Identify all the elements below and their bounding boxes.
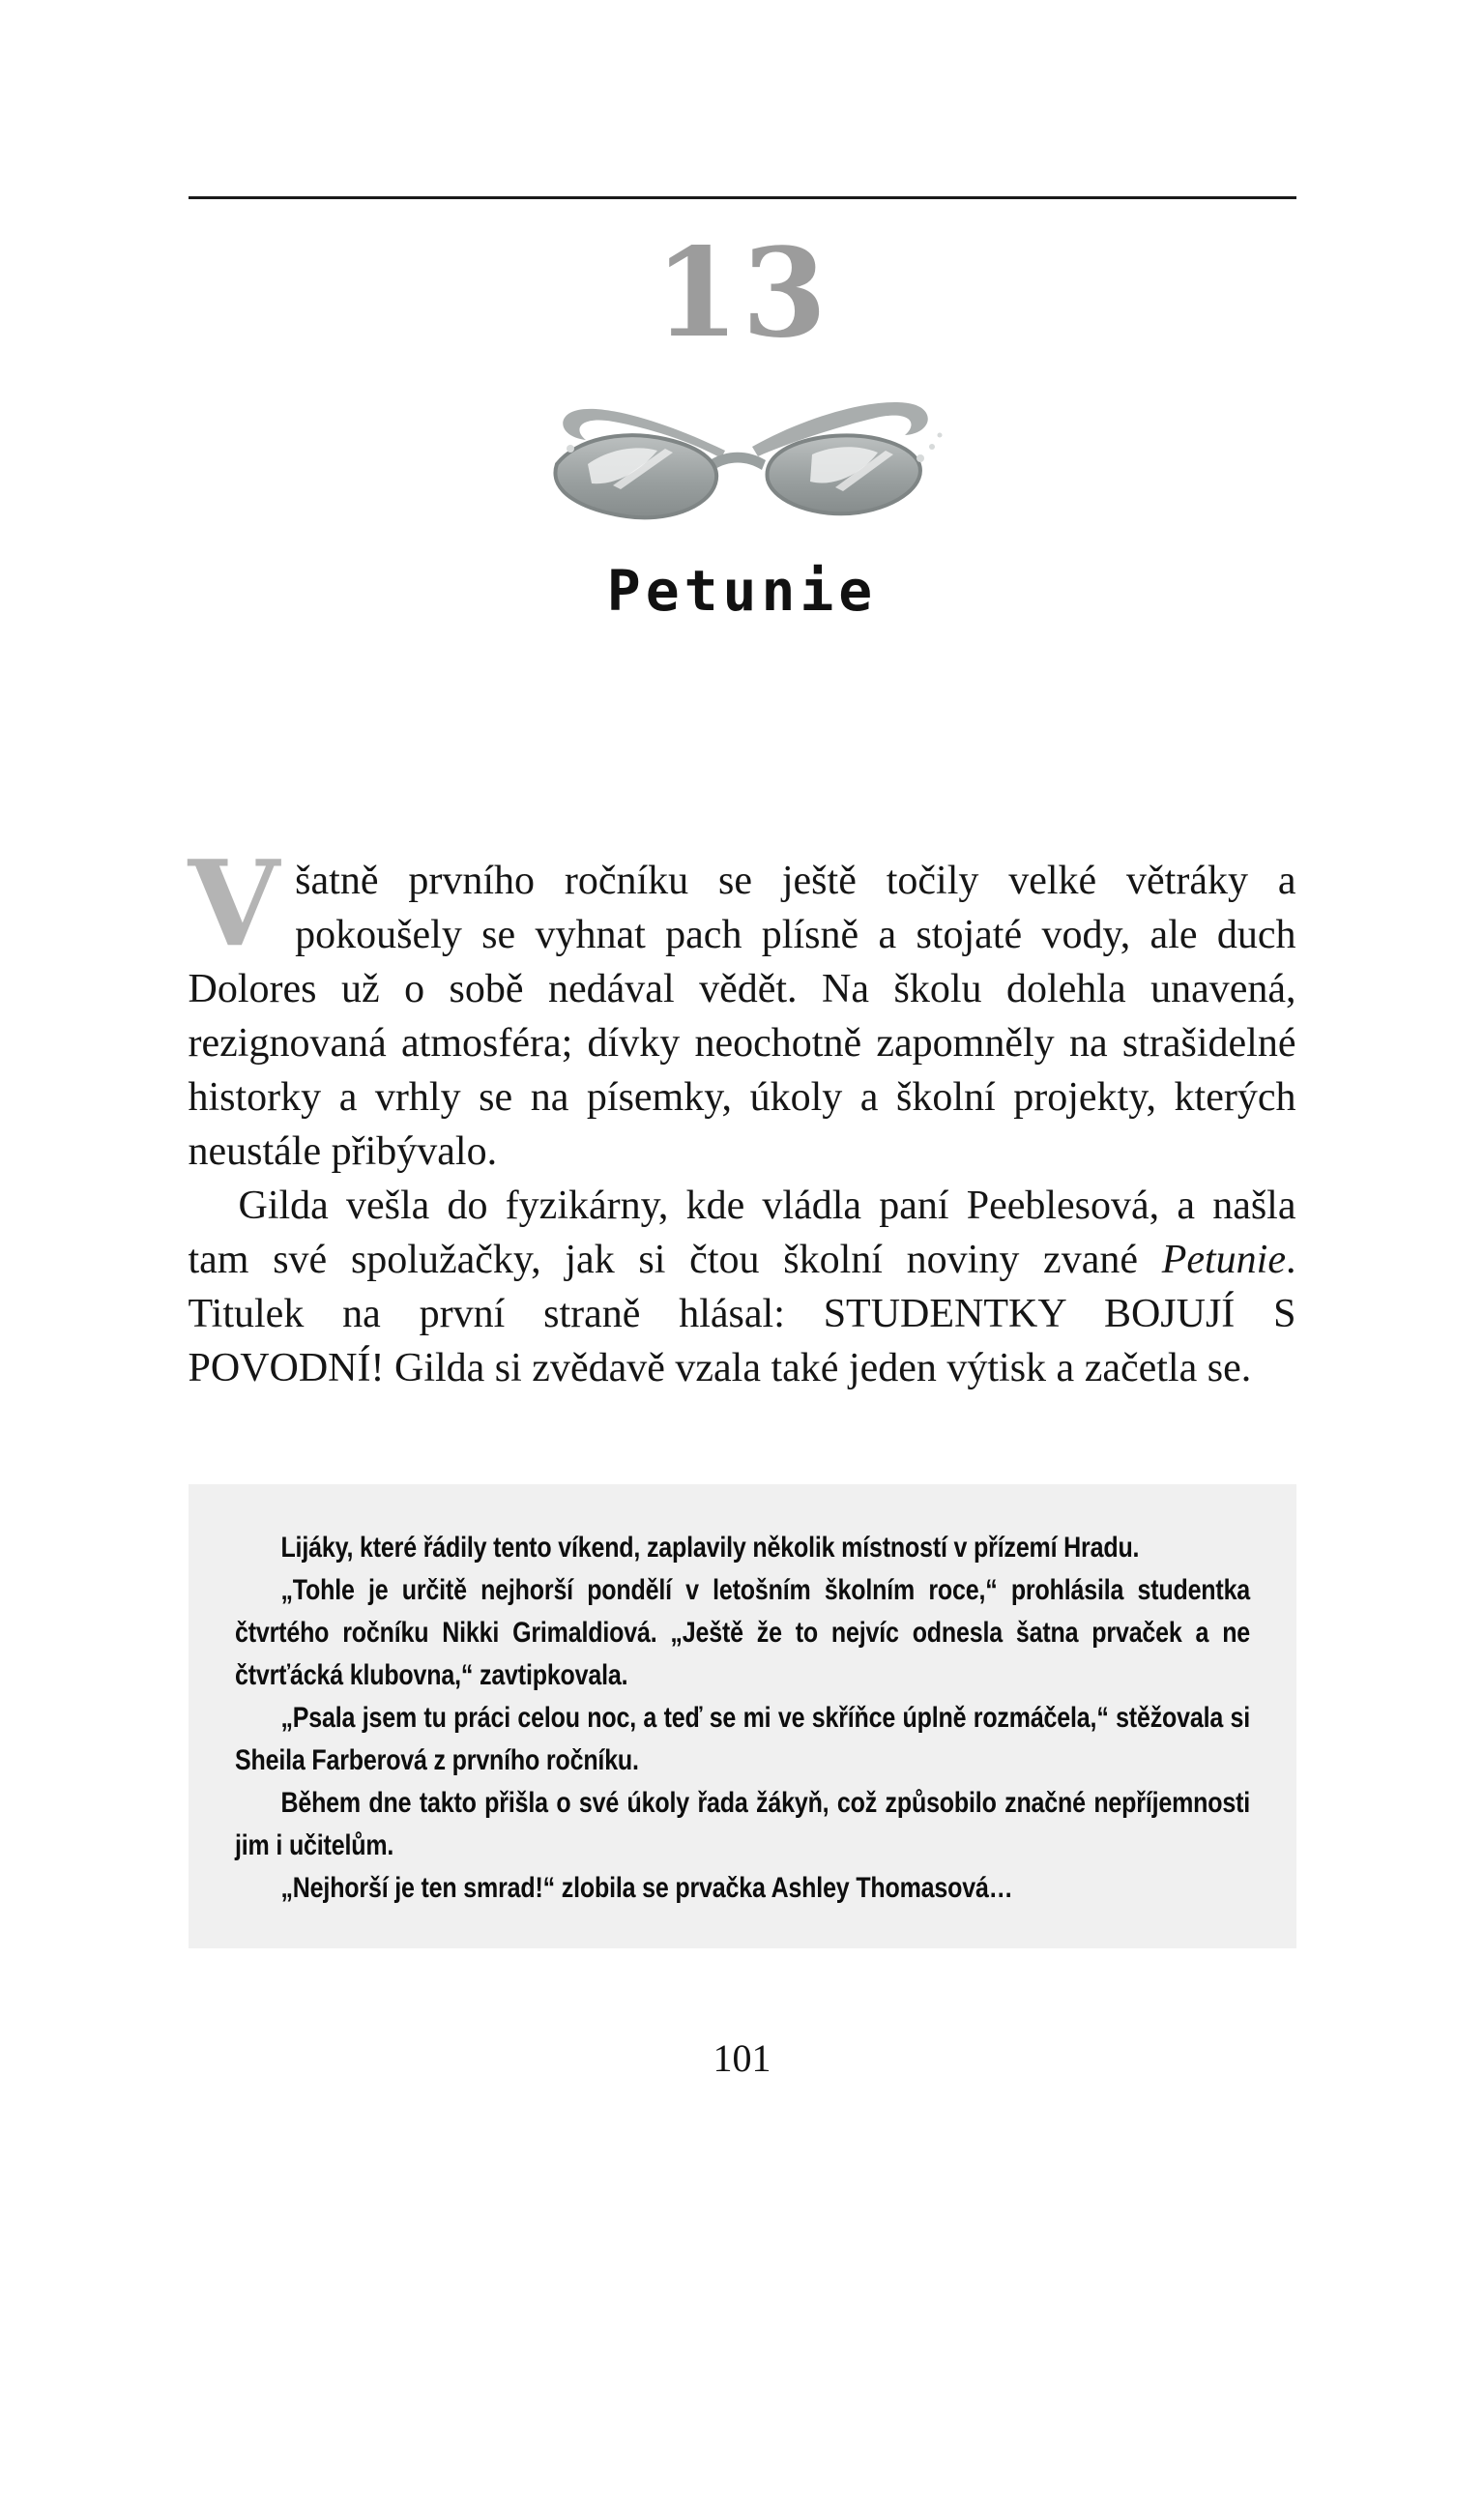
news-paragraph: „Nejhorší je ten smrad!“ zlobila se prvačka Ashley Thomasová… — [279, 1872, 1013, 1904]
chapter-number: 13 — [654, 221, 830, 365]
paragraph-1-text: šatně prvního ročníku se ještě točily velké větráky a pokoušely se vyhnat pach plísně a stojaté vody, ale duch Dolores už o sobě nedával vědět. Na školu dolehla unavená, rezignovaná atmosféra; dívky neochotně zapomněly na strašidelné historky a vrhly se na písemky, úkoly a školní projekty, kterých neustále přibývalo. — [188, 859, 1296, 1174]
news-paragraph: Lijáky, které řádily tento víkend, zaplavily několik místností v přízemí Hradu. — [279, 1532, 1139, 1564]
paragraph-2 — [189, 1179, 1296, 1395]
news-paragraph: „Tohle je určitě nejhorší pondělí v letošním školním roce,“ prohlásila studentka čtvrtého ročníku Nikki Grimaldiová. „Ještě že to nejvíc odnesla šatna prvaček a ne čtvrťácká klubovna,“ zavtipkovala. — [234, 1574, 1250, 1691]
top-rule — [189, 196, 1296, 199]
paragraph-2-text-a: Gilda vešla do fyzikárny, kde vládla paní Peeblesová, a našla tam své spolužačky, jak si čtou školní noviny zvané — [188, 1184, 1296, 1282]
paragraph-2-text-b: . Titulek na první straně hlásal: STUDENTKY BOJUJÍ S POVODNÍ! Gilda si zvědavě vzala také jeden výtisk a začetla se. — [188, 1238, 1296, 1390]
sunglasses-icon — [520, 356, 965, 540]
paragraph-1 — [188, 833, 1296, 1179]
body-text — [188, 833, 1296, 1395]
newspaper-excerpt-text — [235, 1527, 1250, 1910]
page-content — [189, 196, 1296, 2081]
news-paragraph: „Psala jsem tu práci celou noc, a teď se mi ve skříňce úplně rozmáčela,“ stěžovala si Sheila Farberová z prvního ročníku. — [234, 1702, 1250, 1776]
newspaper-name-italic: Petunie — [1161, 1238, 1286, 1282]
chapter-title: Petunie — [606, 558, 878, 624]
page-number: 101 — [713, 2036, 771, 2080]
sunglasses-image — [189, 356, 1296, 540]
drop-cap: V — [188, 833, 280, 973]
newspaper-excerpt-box — [189, 1484, 1296, 1948]
book-page — [0, 196, 1484, 2515]
news-paragraph: Během dne takto přišla o své úkoly řada žákyň, což způsobilo značné nepříjemnosti jim i učitelům. — [234, 1787, 1250, 1861]
